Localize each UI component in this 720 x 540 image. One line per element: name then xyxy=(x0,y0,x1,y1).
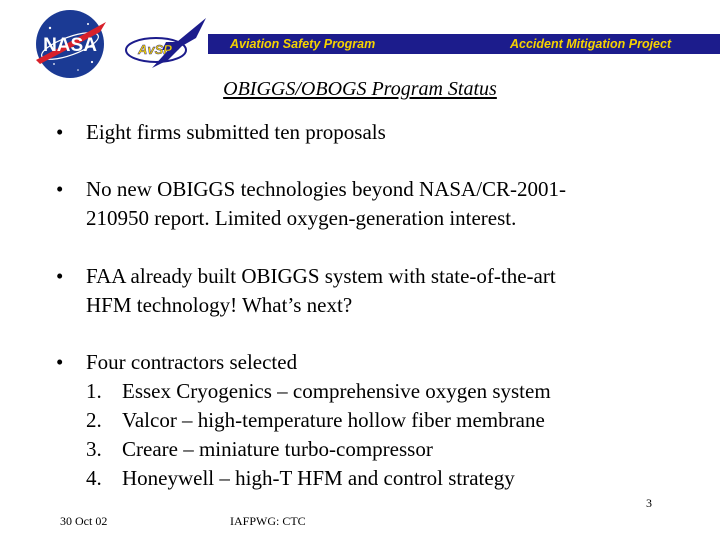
bullet-item xyxy=(86,175,706,233)
item-text: Valcor – high-temperature hollow fiber membrane xyxy=(122,408,545,432)
item-number: 4. xyxy=(86,466,102,490)
bullet-marker: • xyxy=(56,350,64,374)
nasa-logo xyxy=(30,8,110,80)
bullet-marker: • xyxy=(56,177,64,201)
bullet-item xyxy=(86,348,706,493)
page-number: 3 xyxy=(646,496,652,510)
numbered-item xyxy=(86,435,706,464)
bullet-line: No new OBIGGS technologies beyond NASA/CR-2001- xyxy=(86,177,567,201)
bullet-item xyxy=(86,262,706,320)
item-number: 1. xyxy=(86,379,102,403)
nasa-logo-text: NASA xyxy=(43,35,97,56)
avsp-logo xyxy=(122,16,208,72)
item-text: Essex Cryogenics – comprehensive oxygen system xyxy=(122,379,551,403)
project-label: Accident Mitigation Project xyxy=(510,37,672,51)
item-number: 3. xyxy=(86,437,102,461)
bullet-item xyxy=(86,118,706,147)
item-text: Creare – miniature turbo-compressor xyxy=(122,437,433,461)
program-label: Aviation Safety Program xyxy=(230,37,376,51)
footer-date: 30 Oct 02 xyxy=(60,514,108,528)
bullet-line: Four contractors selected xyxy=(86,350,298,374)
bullet-line: FAA already built OBIGGS system with state-of-the-art xyxy=(86,264,556,288)
item-text: Honeywell – high-T HFM and control strategy xyxy=(122,466,515,490)
avsp-logo-text: AvSP xyxy=(138,42,172,57)
slide-title: OBIGGS/OBOGS Program Status xyxy=(223,78,497,100)
numbered-item xyxy=(86,377,706,406)
numbered-item xyxy=(86,464,706,493)
numbered-item xyxy=(86,406,706,435)
bullet-line: Eight firms submitted ten proposals xyxy=(86,120,386,144)
footer-center: IAFPWG: CTC xyxy=(230,514,306,528)
bullet-line: HFM technology! What’s next? xyxy=(86,293,353,317)
bullet-line: 210950 report. Limited oxygen-generation interest. xyxy=(86,206,517,230)
bullet-marker: • xyxy=(56,120,64,144)
item-number: 2. xyxy=(86,408,102,432)
bullet-marker: • xyxy=(56,264,64,288)
